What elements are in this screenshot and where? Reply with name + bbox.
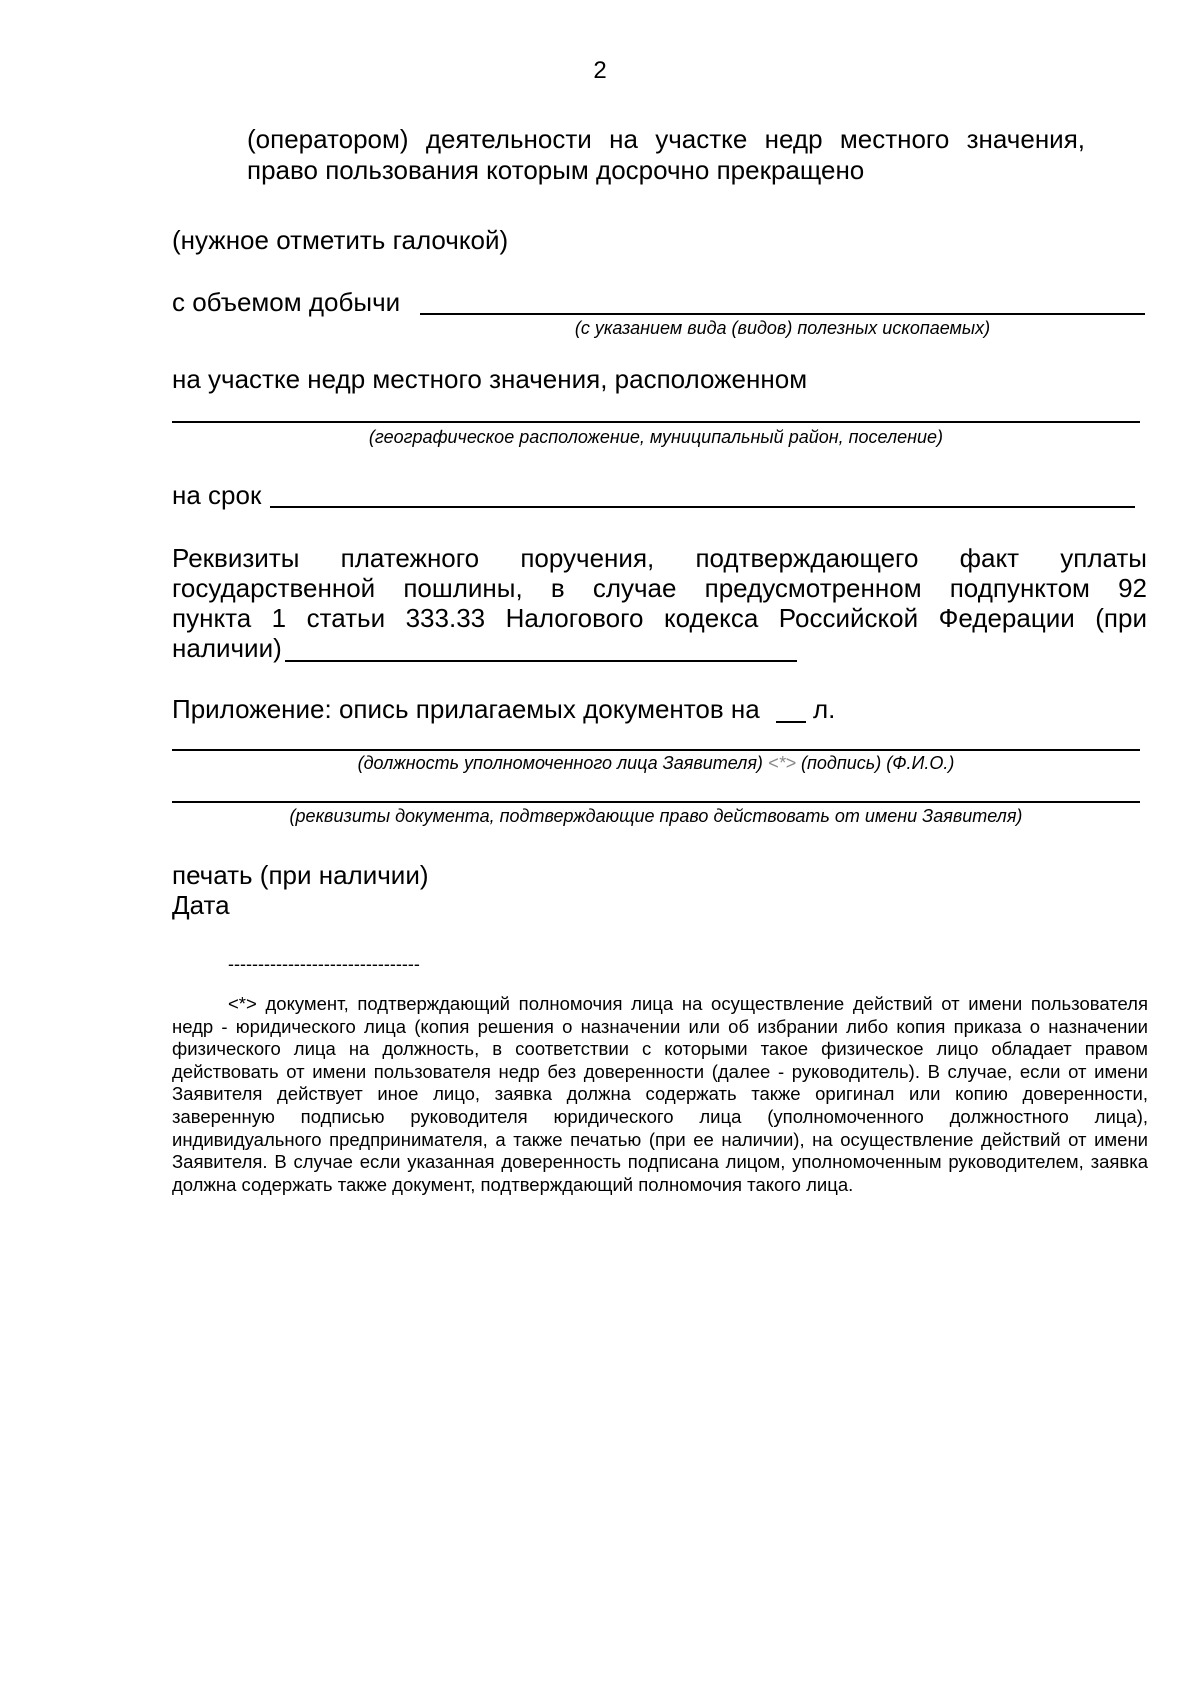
payment-line-2: государственной пошлины, в случае предусмотренном подпунктом 92 <box>172 573 1147 603</box>
footnote-text: <*> документ, подтверждающий полномочия лица на осуществление действий от имени пользователя недр - юридического лица (копия решения о назначении или об избрании либо копия приказа о назначении физического лица на должность, в соответствии с которыми такое физическое лицо обладает правом действовать от имени пользователя недр без доверенности (далее - руководитель). В случае, если от имени Заявителя действует иное лицо, заявка должна содержать также оригинал или копию доверенности, заверенную подписью руководителя юридического лица (уполномоченного должностного лица), индивидуального предпринимателя, а также печатью (при ее наличии), на осуществление действий от имени Заявителя. В случае если указанная доверенность подписана лицом, уполномоченным руководителем, заявка должна содержать также документ, подтверждающий полномочия такого лица. <box>172 993 1148 1195</box>
intro-line-2: право пользования которым досрочно прекращено <box>247 155 865 185</box>
payment-line-3: пункта 1 статьи 333.33 Налогового кодекса Российской Федерации (при <box>172 603 1147 633</box>
stamp-text: печать (при наличии) <box>172 860 429 890</box>
authority-doc-hint: (реквизиты документа, подтверждающие право действовать от имени Заявителя) <box>289 806 1023 826</box>
authority-doc-field-line[interactable] <box>172 801 1140 803</box>
footnote-separator: -------------------------------- <box>228 954 420 974</box>
payment-field-line[interactable] <box>285 660 797 662</box>
volume-hint: (с указанием вида (видов) полезных ископаемых) <box>574 318 991 338</box>
footnote-marker: <*> <box>767 753 796 773</box>
attachment-pages-field[interactable] <box>776 721 806 723</box>
date-label: Дата <box>172 890 230 920</box>
signature-hint-sign: (подпись) (Ф.И.О.) <box>801 753 955 773</box>
payment-line-1: Реквизиты платежного поручения, подтверждающего факт уплаты <box>172 543 1147 573</box>
term-field-line[interactable] <box>270 506 1135 508</box>
signature-field-line[interactable] <box>172 749 1140 751</box>
signature-hint <box>172 752 1140 774</box>
attachment-suffix: л. <box>813 694 836 724</box>
page-number: 2 <box>593 57 607 84</box>
location-label: на участке недр местного значения, расположенном <box>172 364 808 394</box>
signature-hint-position: (должность уполномоченного лица Заявителя) <box>357 753 763 773</box>
check-note: (нужное отметить галочкой) <box>172 225 509 255</box>
payment-line-4: наличии) <box>172 633 282 663</box>
term-label: на срок <box>172 480 262 510</box>
volume-label: с объемом добычи <box>172 287 401 317</box>
volume-field-line[interactable] <box>420 313 1145 315</box>
location-hint: (географическое расположение, муниципальный район, поселение) <box>368 427 944 447</box>
intro-line-1: (оператором) деятельности на участке недр местного значения, <box>247 124 1085 154</box>
attachment-text: Приложение: опись прилагаемых документов на <box>172 694 760 724</box>
location-field-line[interactable] <box>172 421 1140 423</box>
